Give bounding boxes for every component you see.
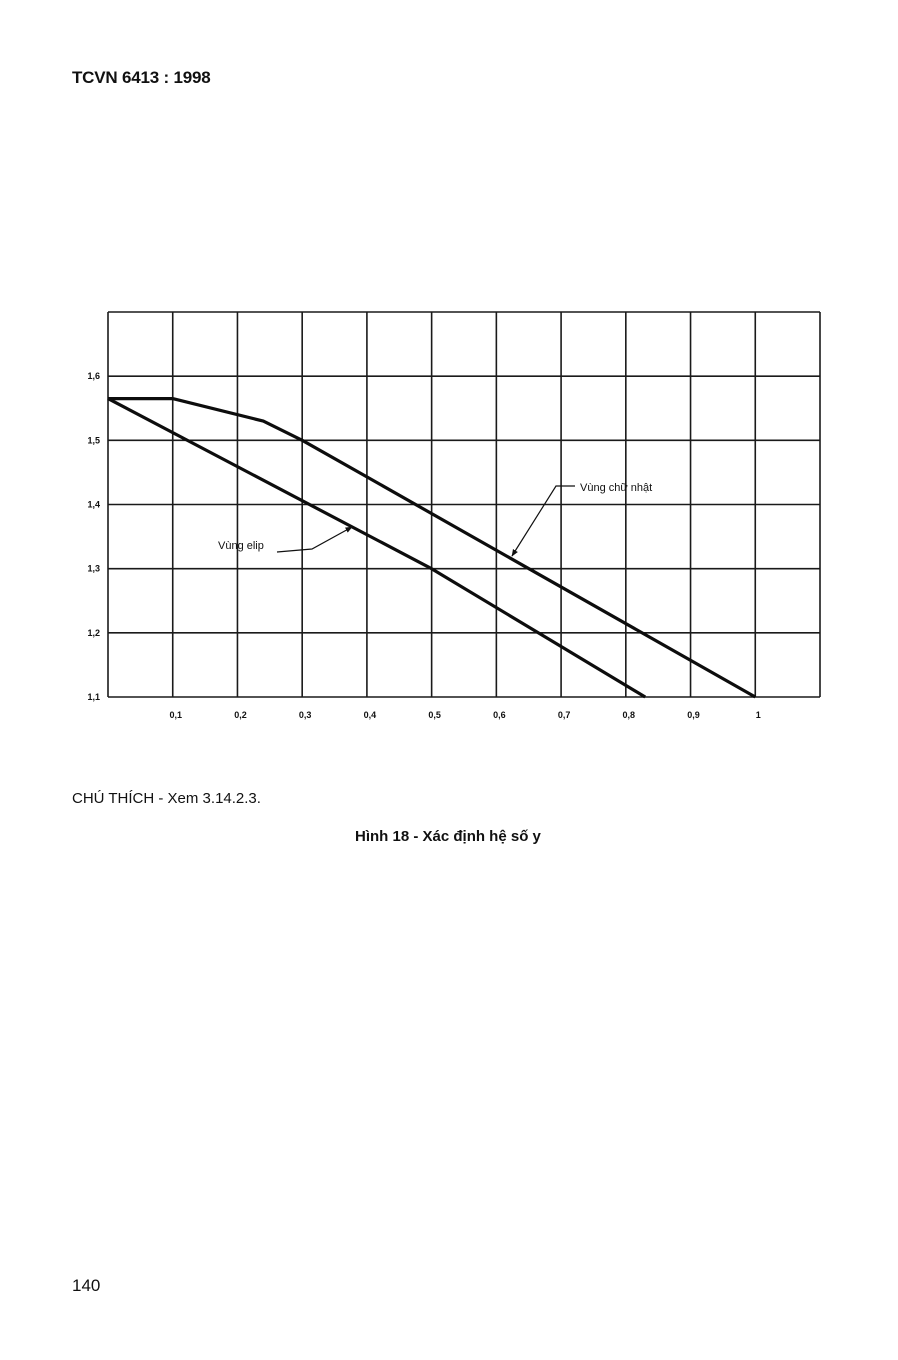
y-tick-label: 1,3 [87, 563, 100, 574]
x-tick-label: 0,2 [234, 710, 247, 720]
document-standard-header: TCVN 6413 : 1998 [72, 68, 211, 87]
x-tick-label: 0,5 [428, 710, 441, 720]
x-tick-label: 0,6 [493, 710, 506, 720]
page-number: 140 [72, 1276, 101, 1295]
x-tick-label: 0,7 [557, 710, 571, 720]
x-tick-label: 0,1 [169, 710, 182, 720]
y-tick-label: 1,4 [87, 499, 100, 510]
series-line-elliptical-zone [108, 399, 645, 697]
x-tick-label: 1 [755, 710, 761, 720]
annotation-label-elliptical-zone: Vùng elip [218, 540, 264, 552]
figure-chart [60, 290, 840, 730]
x-tick-label: 0,4 [363, 710, 377, 720]
annotation-label-rectangular-zone: Vùng chữ nhật [580, 482, 653, 494]
figure-caption: Hình 18 - Xác định hệ số y [355, 828, 541, 845]
y-tick-label: 1,6 [87, 371, 100, 382]
x-tick-label: 0,8 [622, 710, 636, 720]
y-tick-label: 1,1 [87, 692, 100, 702]
figure-note: CHÚ THÍCH - Xem 3.14.2.3. [72, 790, 261, 807]
y-tick-label: 1,5 [87, 435, 100, 446]
annotation-leader-elliptical-zone [277, 527, 352, 552]
x-tick-label: 0,3 [298, 710, 312, 720]
annotation-leader-rectangular-zone [512, 486, 575, 556]
x-tick-label: 0,9 [687, 710, 700, 720]
y-tick-label: 1,2 [87, 627, 100, 638]
